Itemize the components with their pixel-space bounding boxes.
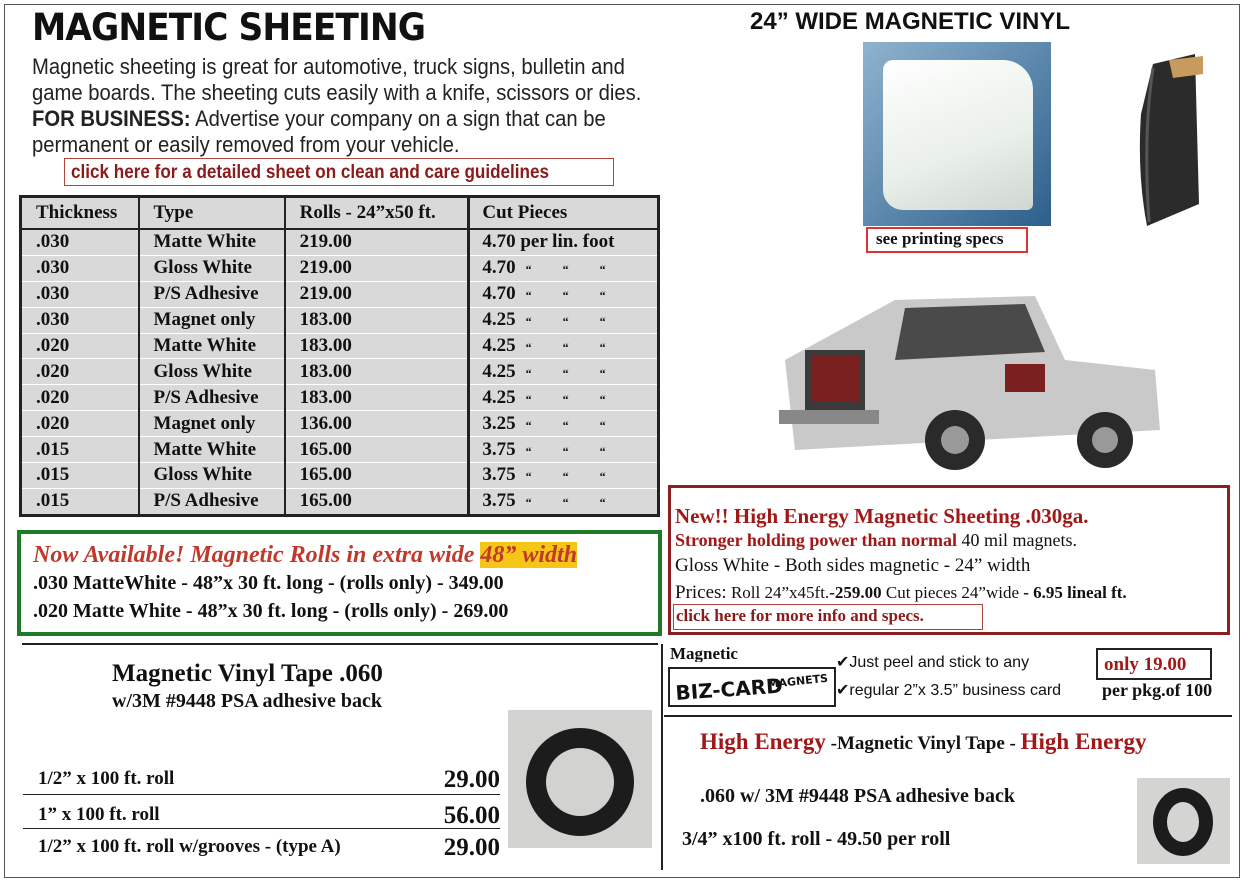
table-row bbox=[21, 255, 659, 281]
table-row bbox=[21, 385, 659, 411]
type-cell: P/S Adhesive bbox=[139, 488, 285, 515]
thickness-cell: .015 bbox=[21, 488, 139, 515]
more-info-link[interactable]: click here for more info and specs. bbox=[673, 604, 983, 630]
wide-rolls-heading: Now Available! Magnetic Rolls in extra wide 48” width bbox=[33, 542, 578, 568]
cut-price-cell: 3.75 “ “ “ bbox=[469, 463, 659, 489]
cut-price-cell: 3.75 “ “ “ bbox=[469, 437, 659, 463]
type-cell: P/S Adhesive bbox=[139, 385, 285, 411]
ditto-marks: “ “ “ bbox=[525, 314, 620, 329]
roll-price-cell: 219.00 bbox=[285, 255, 469, 281]
thickness-cell: .030 bbox=[21, 307, 139, 333]
type-cell: Matte White bbox=[139, 229, 285, 255]
care-guidelines-link[interactable]: click here for a detailed sheet on clean and care guidelines bbox=[64, 158, 614, 186]
table-row bbox=[21, 229, 659, 255]
thickness-cell: .020 bbox=[21, 333, 139, 359]
table-row bbox=[21, 463, 659, 489]
svg-text:MAGNETS: MAGNETS bbox=[766, 671, 829, 691]
divider bbox=[661, 644, 663, 870]
cut-price-cell: 4.25 “ “ “ bbox=[469, 359, 659, 385]
thickness-cell: .020 bbox=[21, 411, 139, 437]
wide-roll-030: .030 MatteWhite - 48”x 30 ft. long - (rolls only) - 349.00 bbox=[33, 572, 504, 594]
roll-price-cell: 165.00 bbox=[285, 463, 469, 489]
table-row bbox=[21, 411, 659, 437]
cut-price-cell: 4.70 “ “ “ bbox=[469, 255, 659, 281]
col-type: Type bbox=[139, 197, 285, 230]
business-label: FOR BUSINESS: bbox=[32, 106, 191, 131]
tape-roll-photo bbox=[508, 710, 652, 848]
cut-price-cell: 4.25 “ “ “ bbox=[469, 333, 659, 359]
roll-price-cell: 165.00 bbox=[285, 488, 469, 515]
ditto-marks: “ “ “ bbox=[525, 495, 620, 510]
he-tape-price: 3/4” x100 ft. roll - 49.50 per roll bbox=[682, 828, 951, 850]
tape-title: Magnetic Vinyl Tape .060 bbox=[112, 660, 383, 687]
thickness-cell: .030 bbox=[21, 255, 139, 281]
roll-price-cell: 183.00 bbox=[285, 307, 469, 333]
type-cell: Gloss White bbox=[139, 463, 285, 489]
vinyl-roll-photo bbox=[1133, 54, 1205, 230]
ditto-marks: “ “ “ bbox=[525, 340, 620, 354]
divider bbox=[22, 643, 658, 645]
printing-specs-link[interactable]: see printing specs bbox=[866, 227, 1028, 253]
type-cell: Magnet only bbox=[139, 307, 285, 333]
table-row bbox=[21, 281, 659, 307]
tape-subtitle: w/3M #9448 PSA adhesive back bbox=[112, 690, 383, 712]
he-tape-adhesive: .060 w/ 3M #9448 PSA adhesive back bbox=[700, 785, 1016, 807]
truck-photo bbox=[765, 290, 1165, 480]
roll-price-cell: 219.00 bbox=[285, 281, 469, 307]
intro-text: Magnetic sheeting is great for automotive, truck signs, bulletin and game boards. The sheeting cuts easily with a knife, scissors or dies. FOR BUSINESS: Advertise your company on a sign that can be permanent or easily removed from your vehicle. bbox=[32, 54, 642, 157]
table-row bbox=[21, 307, 659, 333]
roll-price-cell: 136.00 bbox=[285, 411, 469, 437]
bizcard-line-1: ✔Just peel and stick to any bbox=[836, 654, 1030, 671]
roll-price-cell: 183.00 bbox=[285, 385, 469, 411]
divider bbox=[23, 794, 500, 795]
wide-rolls-box bbox=[17, 530, 662, 636]
vinyl-sheet-photo bbox=[863, 42, 1051, 226]
type-cell: P/S Adhesive bbox=[139, 281, 285, 307]
divider bbox=[664, 715, 1232, 717]
cut-price-cell: 3.25 “ “ “ bbox=[469, 411, 659, 437]
roll-price-cell: 183.00 bbox=[285, 333, 469, 359]
bizcard-price: only 19.00 bbox=[1096, 648, 1212, 680]
he-tape-title: High Energy -Magnetic Vinyl Tape - High Energy bbox=[700, 729, 1147, 754]
wide-roll-020: .020 Matte White - 48”x 30 ft. long - (rolls only) - 269.00 bbox=[33, 600, 509, 622]
high-energy-prices: Prices: Roll 24”x45ft.-259.00 Cut pieces 24”wide - 6.95 lineal ft. bbox=[675, 582, 1127, 603]
page-title: MAGNETIC SHEETING bbox=[32, 6, 426, 49]
ditto-marks: “ “ “ bbox=[525, 417, 620, 432]
roll-price-cell: 219.00 bbox=[285, 229, 469, 255]
high-energy-strength: Stronger holding power than normal 40 mil magnets. bbox=[675, 530, 1078, 550]
table-row bbox=[21, 488, 659, 515]
type-cell: Magnet only bbox=[139, 411, 285, 437]
thickness-cell: .030 bbox=[21, 229, 139, 255]
ditto-marks: “ “ “ bbox=[525, 391, 620, 406]
type-cell: Gloss White bbox=[139, 359, 285, 385]
svg-text:BIZ-CARD: BIZ-CARD bbox=[674, 673, 784, 705]
width-highlight: 48” width bbox=[480, 542, 578, 568]
roll-price-cell: 183.00 bbox=[285, 359, 469, 385]
cut-price-cell: 4.70 per lin. foot bbox=[469, 229, 659, 255]
thickness-cell: .020 bbox=[21, 385, 139, 411]
cut-price-cell: 3.75 “ “ “ bbox=[469, 488, 659, 515]
high-energy-title: New!! High Energy Magnetic Sheeting .030ga. bbox=[675, 504, 1089, 528]
tape-item: 1/2” x 100 ft. roll w/grooves - (type A) 29.00 bbox=[38, 834, 500, 861]
ditto-marks bbox=[614, 236, 624, 250]
col-cut-pieces: Cut Pieces bbox=[469, 197, 659, 230]
col-thickness: Thickness bbox=[21, 197, 139, 230]
price-table bbox=[19, 195, 660, 517]
type-cell: Gloss White bbox=[139, 255, 285, 281]
thickness-cell: .015 bbox=[21, 463, 139, 489]
ditto-marks: “ “ “ bbox=[525, 262, 620, 277]
bizcard-label: Magnetic bbox=[670, 644, 738, 663]
roll-price-cell: 165.00 bbox=[285, 437, 469, 463]
thickness-cell: .030 bbox=[21, 281, 139, 307]
type-cell: Matte White bbox=[139, 333, 285, 359]
tape-item: 1/2” x 100 ft. roll 29.00 bbox=[38, 766, 500, 793]
cut-price-cell: 4.25 “ “ “ bbox=[469, 307, 659, 333]
table-row bbox=[21, 437, 659, 463]
bizcard-package: per pkg.of 100 bbox=[1102, 680, 1213, 700]
table-header-row bbox=[21, 197, 659, 230]
table-row bbox=[21, 333, 659, 359]
table-row bbox=[21, 359, 659, 385]
thickness-cell: .015 bbox=[21, 437, 139, 463]
ditto-marks: “ “ “ bbox=[525, 365, 620, 380]
he-tape-photo bbox=[1137, 778, 1230, 864]
vinyl-title: 24” WIDE MAGNETIC VINYL bbox=[750, 8, 1071, 35]
bizcard-logo bbox=[668, 662, 836, 708]
type-cell: Matte White bbox=[139, 437, 285, 463]
cut-price-cell: 4.70 “ “ “ bbox=[469, 281, 659, 307]
bizcard-line-2: ✔regular 2”x 3.5” business card bbox=[836, 682, 1062, 699]
ditto-marks: “ “ “ bbox=[525, 443, 620, 458]
tape-item: 1” x 100 ft. roll 56.00 bbox=[38, 802, 500, 829]
high-energy-features: Gloss White - Both sides magnetic - 24” width bbox=[675, 555, 1031, 576]
col-rolls: Rolls - 24”x50 ft. bbox=[285, 197, 469, 230]
thickness-cell: .020 bbox=[21, 359, 139, 385]
ditto-marks: “ “ “ bbox=[525, 288, 620, 303]
high-energy-sheeting-box bbox=[668, 485, 1230, 635]
ditto-marks: “ “ “ bbox=[525, 469, 620, 484]
cut-price-cell: 4.25 “ “ “ bbox=[469, 385, 659, 411]
